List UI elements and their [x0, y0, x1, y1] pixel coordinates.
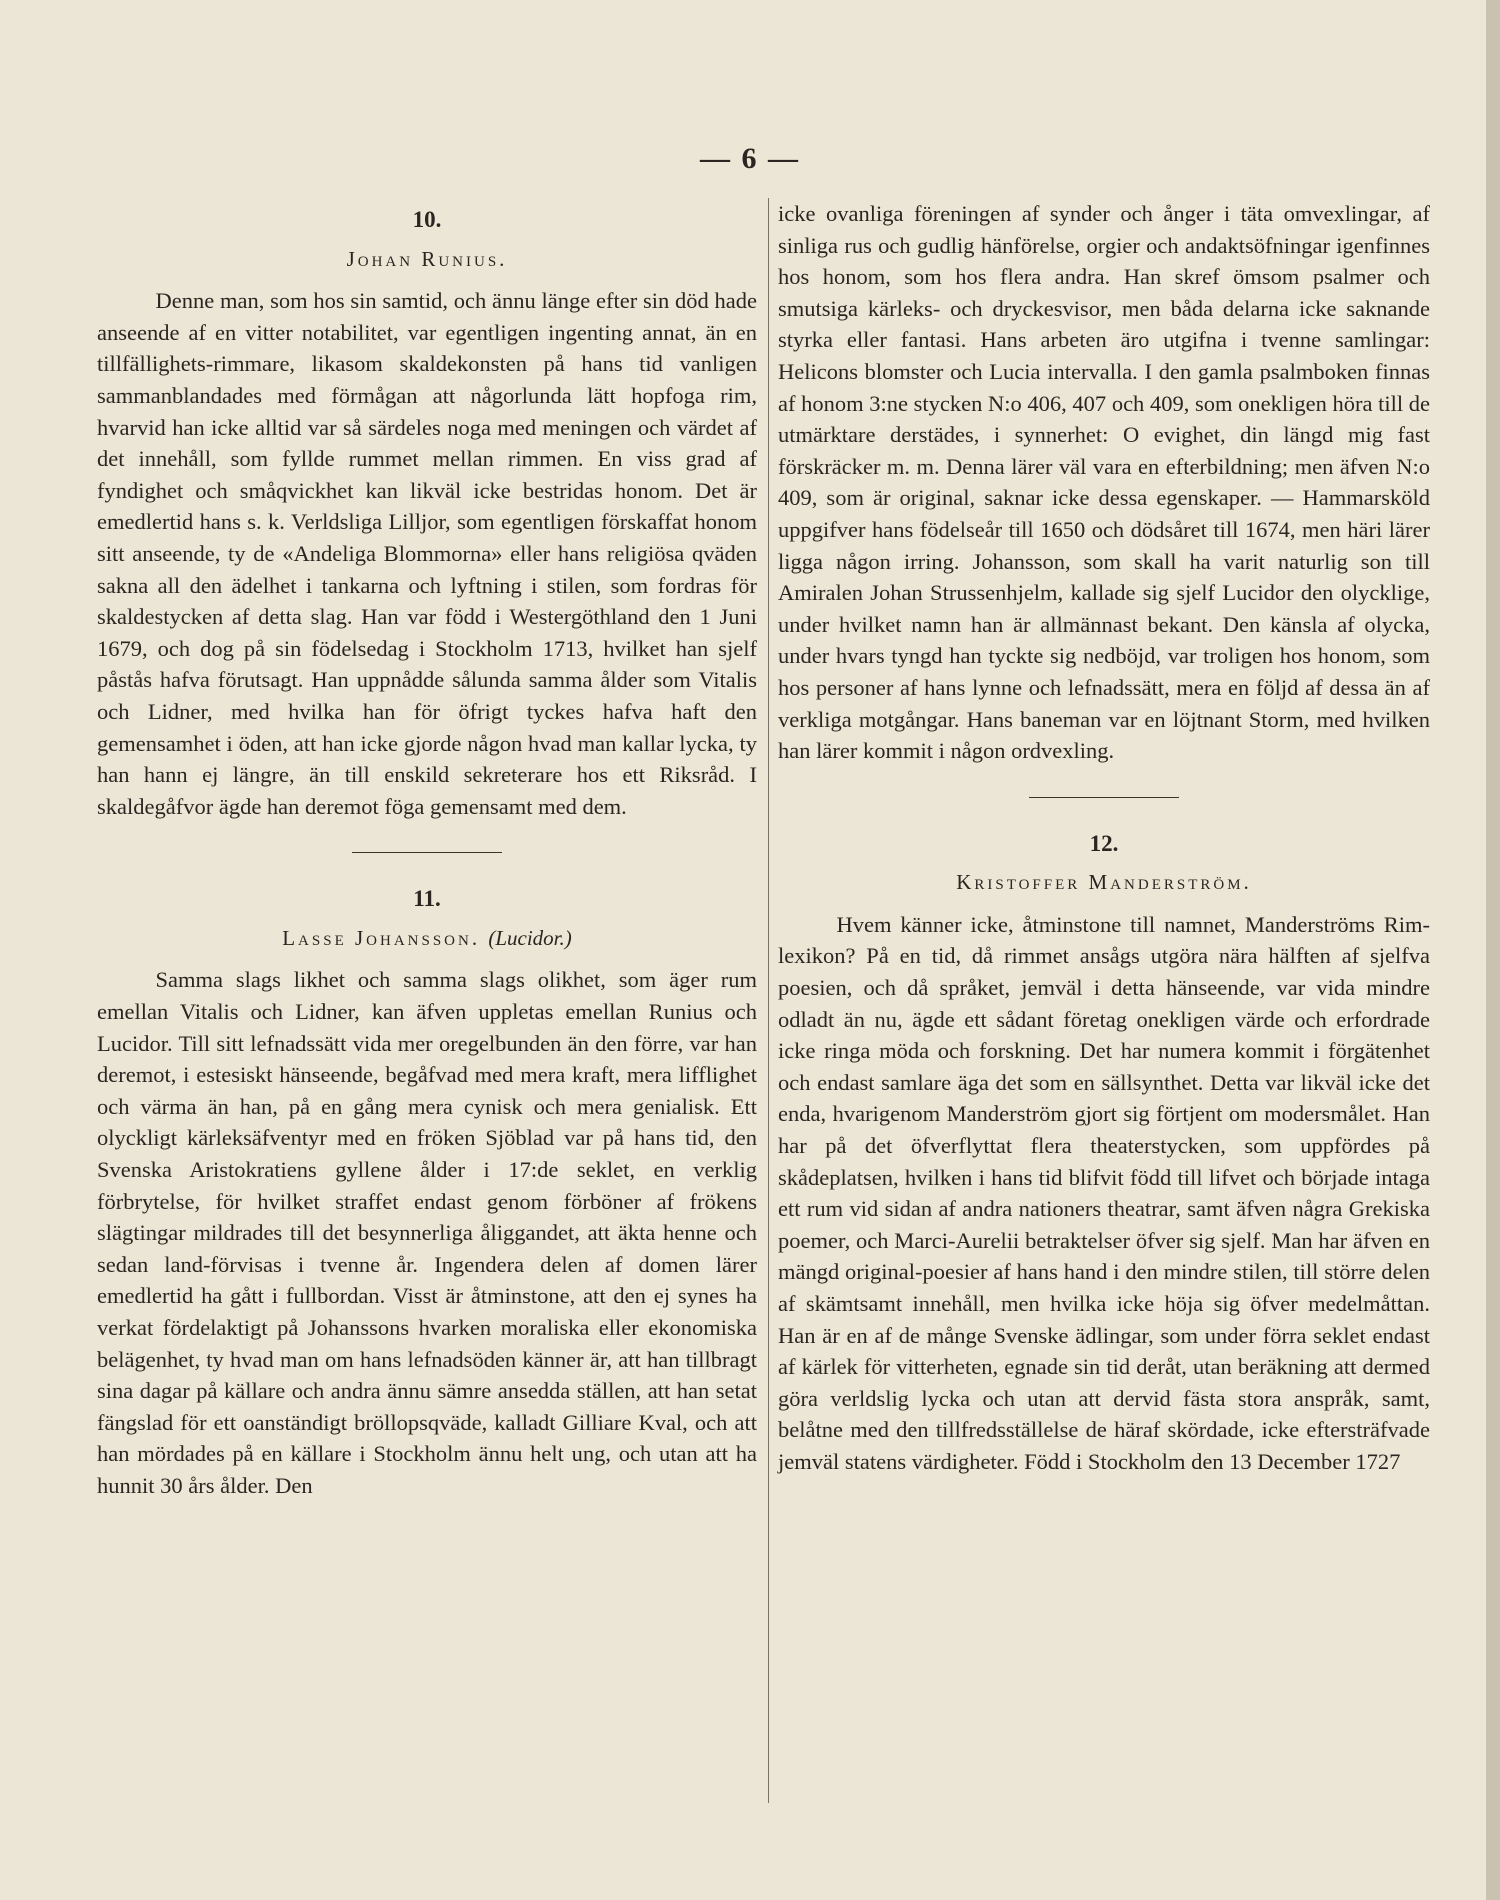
right-column — [778, 198, 1430, 1478]
section-heading: Kristoffer Manderström. — [956, 870, 1252, 895]
section-number: 11. — [413, 886, 441, 912]
page-edge — [1486, 0, 1500, 1900]
section-text: Hvem känner icke, åtminstone till namnet, Manderströms Rim-lexikon? På en tid, då rimmet ansågs utgöra nära hälften af sjelfva poesien, och då språket, jemväl i detta hänseende, var vida mindre odladt än nu, ägde ett sådant företag onekligen värde och erfordrade icke ringa möda och forskning. Det har numera kommit i förgätenhet och endast samlare äga det som en sällsynthet. Detta var likväl icke det enda, hvarigenom Manderström gjort sig förtjent om modersmålet. Han har på det öfverflyttat flera theaterstycken, som uppfördes på skådeplatsen, hvilken i hans tid blifvit född till lifvet och började intaga ett rum vid sidan af andra nationers theatrar, samt äfven några Grekiska poemer, och Marci-Aurelii betraktelser öfver sig sjelf. Man har äfven en mängd original-poesier af hans hand i den mindre stilen, till större delen af skämtsamt innehåll, men hvilka icke höja sig öfver medelmåttan. Han är en af de månge Svenske ädlingar, som under förra seklet endast af kärlek för vitterheten, egnade sin tid deråt, utan beräkning att dermed göra verldslig lycka och utan att dervid fästa stora anspråk, samt, belåtne med den tillfredsställelse de häraf skördade, icke eftersträfvade jemväl statens värdigheter. Född i Stockholm den 13 December 1727 — [778, 911, 1430, 1474]
section-heading-alias: (Lucidor.) — [488, 925, 572, 950]
section-heading — [97, 923, 757, 955]
section-number: 10. — [412, 207, 442, 232]
section-divider — [352, 852, 502, 853]
section-number: 12. — [1089, 830, 1119, 856]
section-heading: Johan Runius. — [346, 246, 508, 271]
section-heading-name: Lasse Johansson. — [282, 925, 481, 950]
section-text: Samma slags likhet och samma slags olikhet, som äger rum emellan Vitalis och Lidner, kan äfven uppletas emellan Runius och Lucidor. Till sitt lefnadssätt vida mer oregelbunden än den förre, var han deremot, i estesiskt hänseende, begåfvad med mera kraft, mera lifflighet och värma än han, på en gång mera cynisk och mera genialisk. Ett olyckligt kärleksäfventyr med en fröken Sjöblad var på hans tid, den Svenska Aristokratiens gyllene ålder i 17:de seklet, en verklig förbrytelse, för hvilket straffet endast genom förböner af frökens slägtingar mildrades till det besynnerliga åliggandet, att äkta henne och sedan land-förvisas i tvenne år. Ingendera delen af domen lärer emedlertid ha gått i fullbordan. Visst är åtminstone, att den ej synes ha verkat fördelaktigt på Johanssons hvarken moraliska eller ekonomiska belägenhet, ty hvad man om hans lefnadsöden känner är, att han tillbragt sina dagar på källare och andra ännu sämre ansedda ställen, att han setat fängslad för ett oanständigt bröllopsqväde, kalladt Gilliare Kval, och att han mördades på en källare i Stockholm ännu helt ung, och utan att ha hunnit 30 års ålder. Den — [97, 967, 757, 1498]
page-number: — 6 — — [700, 142, 800, 175]
left-column — [97, 198, 757, 1502]
section-text: Denne man, som hos sin samtid, och ännu länge efter sin död hade anseende af en vitter notabilitet, var egentligen ingenting annat, än en tillfällighets-rimmare, likasom skaldekonsten på hans tid vanligen sammanblandades med förmågan att någorlunda lätt hopfoga rim, hvarvid han icke alltid var så särdeles noga med meningen och värdet af det innehåll, som fyllde rummet mellan rimmen. En viss grad af fyndighet och småqvickhet kan likväl icke bestridas honom. Det är emedlertid hans s. k. Verldsliga Lilljor, som egentligen förskaffat honom sitt anseende, ty de «Andeliga Blommorna» eller hans religiösa qväden sakna all den ädelhet i tankarna och lyftning i stilen, som fordras för skaldestycken af detta slag. Han var född i Westergöthland den 1 Juni 1679, och dog på sin födelsedag i Stockholm 1713, hvilket han sjelf påstås hafva förutsagt. Han uppnådde sålunda samma ålder som Vitalis och Lidner, med hvilka han för öfrigt tyckes hafva haft den gemensamhet i öden, att han icke gjorde någon hvad man kallar lycka, ty han hann ej längre, än till enskild sekreterare hos ett Riksråd. I skaldegåfvor ägde han deremot föga gemensamt med dem. — [97, 288, 757, 819]
section-text-continuation: icke ovanliga föreningen af synder och ånger i täta omvexlingar, af sinliga rus och gudlig hänförelse, orgier och andaktsöfningar igenfinnes hos honom, som hos flera andra. Han skref ömsom psalmer och smutsiga kärleks- och dryckesvisor, men båda delarna icke saknande styrka eller fantasi. Hans arbeten äro utgifna i tvenne samlingar: Helicons blomster och Lucia intervalla. I den gamla psalmboken finnas af honom 3:ne stycken N:o 406, 407 och 409, som onekligen höra till de utmärktare derstädes, i synnerhet: O evighet, din längd mig fast förskräcker m. m. Denna lärer väl vara en efterbildning; men äfven N:o 409, som är original, saknar icke dessa egenskaper. — Hammarsköld uppgifver hans födelseår till 1650 och dödsåret till 1674, men häri lärer ligga någon irring. Johansson, som skall ha varit naturlig son till Amiralen Johan Strussenhjelm, kallade sig sjelf Lucidor den olycklige, under hvilket namn han är allmännast bekant. Den känsla af olycka, under hvars tyngd han tyckte sig nedböjd, var troligen hos honom, som hos personer af hans lynne och lefnadssätt, mera en följd af dessa än af verkliga motgångar. Hans baneman var en löjtnant Storm, med hvilken han lärer kommit i någon ordvexling. — [778, 201, 1430, 764]
section-divider — [1029, 797, 1179, 798]
column-divider — [768, 198, 769, 1803]
